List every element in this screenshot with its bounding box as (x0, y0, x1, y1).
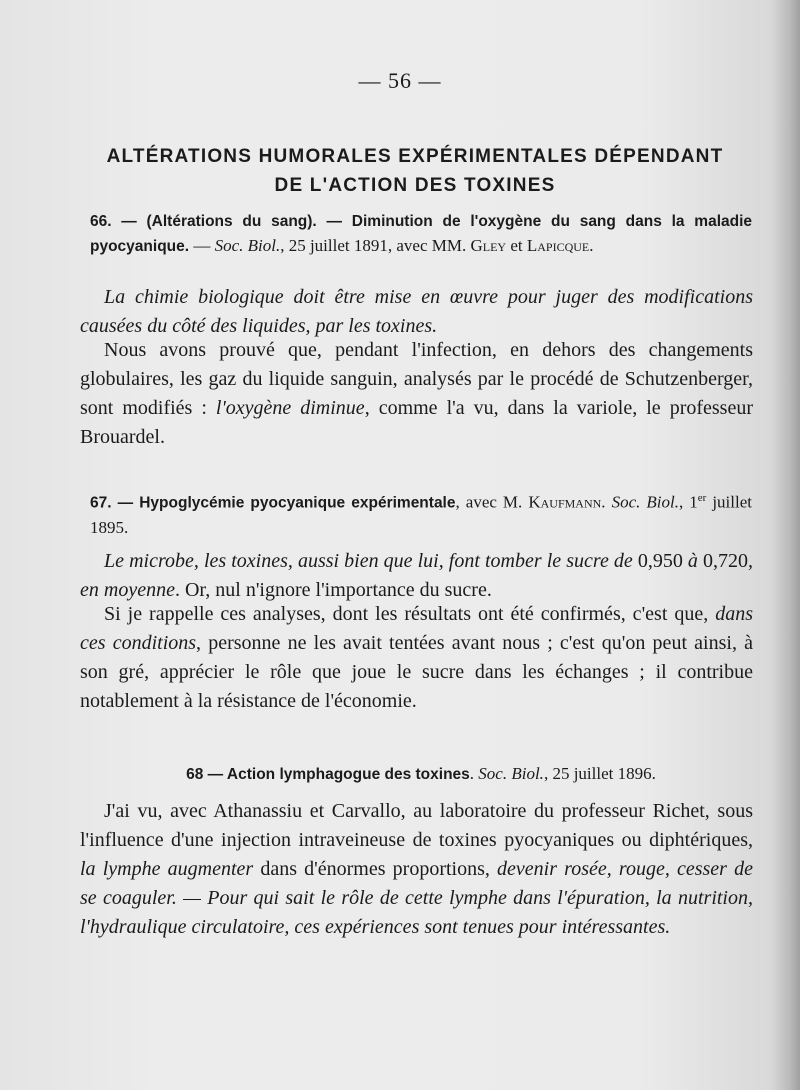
entry-67-value-1: 0,950 (637, 550, 683, 572)
entry-67-dash: — (111, 494, 140, 512)
entry-66-author-2: Lapicque (526, 236, 590, 255)
entry-67-value-2: 0,720 (703, 550, 749, 572)
entry-66-journal: Soc. Biol. (214, 236, 281, 255)
entry-66-header (90, 209, 752, 259)
section-heading-line-2: DE L'ACTION DES TOXINES (274, 175, 556, 196)
entry-67-date-sup: er (697, 492, 707, 504)
entry-67-paragraph-2-end: , personne ne les avait tentées avant nous ; c'est qu'on peut ainsi, à son gré, apprécier le rôle que joue le sucre dans les échanges ; il contribue notablement à la résistance de l'économie. (80, 632, 753, 712)
section-heading-line-1: ALTÉRATIONS HUMORALES EXPÉRIMENTALES DÉPENDANT (106, 146, 724, 167)
entry-68-date: , 25 juillet 1896. (543, 764, 656, 783)
entry-67-date-post: juillet 1895. (90, 492, 752, 537)
entry-66-paragraph-2-italic: l'oxygène diminue (215, 397, 365, 419)
entry-66-title: (Altérations du sang). — Diminution de l'oxygène du sang dans la maladie pyocyanique. (90, 213, 753, 255)
page-number: — 56 — (358, 68, 442, 93)
entry-68-paragraph-1 (80, 797, 753, 942)
entry-68-journal: Soc. Biol. (478, 764, 544, 783)
entry-66-end: . (589, 236, 594, 255)
entry-66-date: , 25 juillet 1891, avec MM. (280, 236, 471, 255)
entry-68-number: 68 (186, 766, 204, 783)
entry-67-paragraph-2-italic: dans ces conditions (80, 603, 753, 654)
entry-67-journal: Soc. Biol. (611, 492, 679, 512)
entry-66-number: 66. (90, 213, 112, 230)
entry-68-paragraph-1-italic-1: la lymphe augmenter (80, 858, 254, 880)
entry-67-header (90, 486, 752, 540)
entry-66-ref-dash: — (189, 236, 215, 255)
entry-67-paragraph-1-italic-2: à (682, 550, 704, 572)
entry-68-paragraph-1-text: J'ai vu, avec Athanassiu et Carvallo, au laboratoire du professeur Richet, sous l'influence d'une injection intraveineuse de toxines pyocyaniques ou diphtériques, (80, 800, 753, 851)
entry-68-paragraph-1-mid: dans d'énormes proportions, (253, 858, 498, 880)
entry-67-number: 67. (90, 494, 112, 512)
entry-67-date-pre: , 1 (678, 492, 698, 512)
entry-66-paragraph-2 (80, 336, 753, 452)
entry-66-dash: — (121, 213, 137, 230)
entry-66-author-1: Gley (470, 236, 507, 255)
entry-67-author: Kaufmann (528, 492, 602, 512)
entry-67-paragraph-1-italic-3: , en moyenne (80, 550, 754, 601)
entry-67-paragraph-2 (80, 600, 753, 716)
page-edge-shadow (772, 0, 800, 1090)
entry-66-paragraph-1 (80, 283, 753, 341)
entry-68-dash: — (203, 766, 227, 783)
entry-67-paragraph-1-end: . Or, nul n'ignore l'importance du sucre. (174, 579, 492, 601)
entry-66-and: et (506, 236, 527, 255)
entry-67-title: Hypoglycémie pyocyanique expérimentale (139, 494, 456, 512)
entry-66-paragraph-2-text: Nous avons prouvé que, pendant l'infection, en dehors des changements globulaires, les gaz du liquide sanguin, analysés par le procédé de Schutzenberger, sont modifiés : (80, 339, 753, 419)
section-heading (90, 142, 740, 200)
entry-67-paragraph-1 (80, 547, 753, 605)
entry-67-dot: . (601, 492, 612, 512)
entry-66-paragraph-2-end: , comme l'a vu, dans la variole, le professeur Brouardel. (80, 397, 753, 448)
entry-67-with: , avec M. (455, 492, 529, 512)
entry-68-header (90, 762, 752, 787)
entry-68-dot: . (469, 764, 479, 783)
entry-68-paragraph-1-italic-2: devenir rosée, rouge, cesser de se coaguler. — Pour qui sait le rôle de cette lymphe dans l'épuration, la nutrition, l'hydraulique circulatoire, ces expériences sont tenues pour intéressantes. (80, 858, 754, 938)
entry-68-title: Action lymphagogue des toxines (226, 766, 470, 783)
entry-67-paragraph-2-text: Si je rappelle ces analyses, dont les résultats ont été confirmés, c'est que, (104, 603, 716, 625)
entry-67-paragraph-1-italic-1: Le microbe, les toxines, aussi bien que lui, font tomber le sucre de (104, 550, 638, 572)
entry-66-paragraph-1-italic: La chimie biologique doit être mise en œuvre pour juger des modifications causées du côté des liquides, par les toxines. (80, 286, 753, 337)
